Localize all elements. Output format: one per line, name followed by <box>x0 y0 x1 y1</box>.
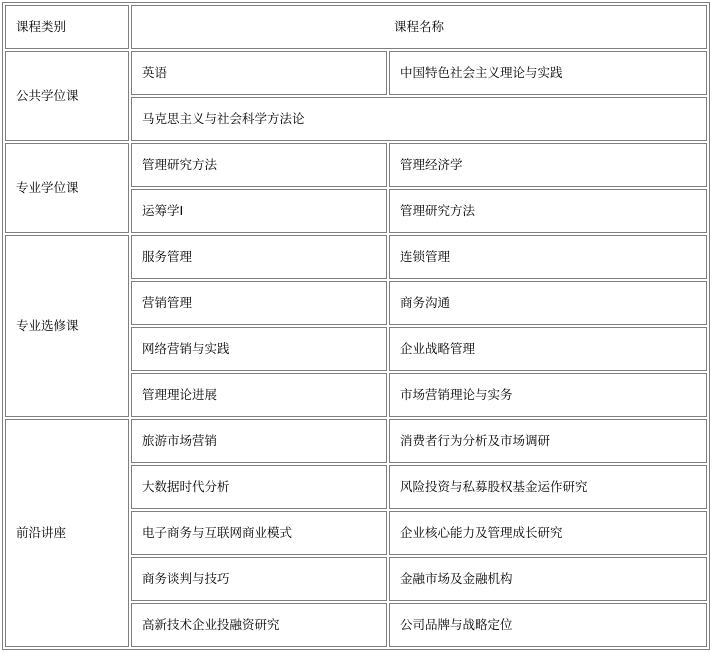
course-name-cell: 旅游市场营销 <box>131 419 387 463</box>
category-cell: 前沿讲座 <box>5 419 129 647</box>
course-name-cell: 英语 <box>131 51 387 95</box>
course-table <box>2 2 710 650</box>
course-name-cell: 管理研究方法 <box>389 189 707 233</box>
course-row <box>5 143 707 187</box>
course-row <box>5 51 707 95</box>
category-cell: 专业选修课 <box>5 235 129 417</box>
course-name-cell: 网络营销与实践 <box>131 327 387 371</box>
course-row <box>5 419 707 463</box>
course-name-cell: 管理经济学 <box>389 143 707 187</box>
course-name-cell: 大数据时代分析 <box>131 465 387 509</box>
course-name-cell: 高新技术企业投融资研究 <box>131 603 387 647</box>
header-row <box>5 5 707 49</box>
category-cell: 公共学位课 <box>5 51 129 141</box>
course-name-cell: 公司品牌与战略定位 <box>389 603 707 647</box>
course-name-cell: 企业战略管理 <box>389 327 707 371</box>
course-name-cell: 营销管理 <box>131 281 387 325</box>
course-name-cell: 企业核心能力及管理成长研究 <box>389 511 707 555</box>
header-category-cell: 课程类别 <box>5 5 129 49</box>
course-name-cell: 连锁管理 <box>389 235 707 279</box>
course-name-cell: 马克思主义与社会科学方法论 <box>131 97 707 141</box>
course-name-cell: 商务沟通 <box>389 281 707 325</box>
header-course-name-cell: 课程名称 <box>131 5 707 49</box>
course-name-cell: 管理研究方法 <box>131 143 387 187</box>
course-name-cell: 市场营销理论与实务 <box>389 373 707 417</box>
course-table-body <box>5 5 707 647</box>
course-name-cell: 中国特色社会主义理论与实践 <box>389 51 707 95</box>
course-name-cell: 风险投资与私募股权基金运作研究 <box>389 465 707 509</box>
course-name-cell: 管理理论进展 <box>131 373 387 417</box>
category-cell: 专业学位课 <box>5 143 129 233</box>
course-name-cell: 商务谈判与技巧 <box>131 557 387 601</box>
course-name-cell: 电子商务与互联网商业模式 <box>131 511 387 555</box>
course-name-cell: 金融市场及金融机构 <box>389 557 707 601</box>
course-row <box>5 235 707 279</box>
course-name-cell: 消费者行为分析及市场调研 <box>389 419 707 463</box>
course-name-cell: 运筹学I <box>131 189 387 233</box>
course-name-cell: 服务管理 <box>131 235 387 279</box>
